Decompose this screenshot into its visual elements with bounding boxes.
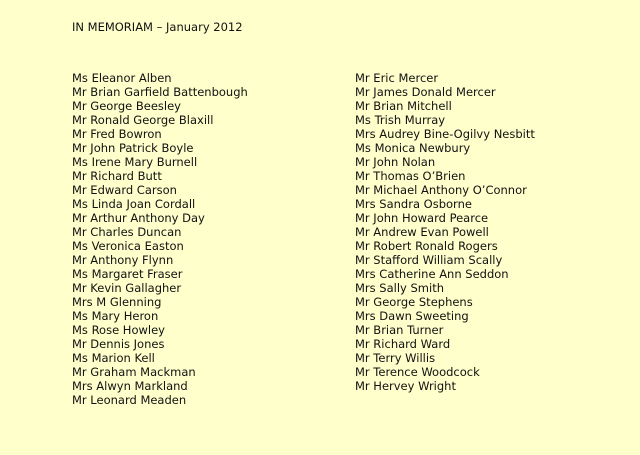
name-entry: Mr John Nolan	[355, 155, 436, 169]
name-entry: Mr Charles Duncan	[72, 225, 182, 239]
name-entry: Ms Margaret Fraser	[72, 267, 183, 281]
name-entry: Mr Kevin Gallagher	[72, 281, 182, 295]
name-entry: Mr John Howard Pearce	[355, 211, 489, 225]
name-entry: Ms Trish Murray	[355, 113, 446, 127]
name-entry: Mrs Sandra Osborne	[355, 197, 472, 211]
name-entry: Ms Mary Heron	[72, 309, 159, 323]
name-entry: Mr George Beesley	[72, 99, 181, 113]
name-entry: Mr Graham Mackman	[72, 365, 196, 379]
name-entry: Ms Rose Howley	[72, 323, 165, 337]
name-entry: Mr Richard Ward	[355, 337, 451, 351]
name-entry: Mrs Alwyn Markland	[72, 379, 188, 393]
page-title: IN MEMORIAM – January 2012	[72, 20, 243, 34]
name-entry: Mrs Audrey Bine-Ogilvy Nesbitt	[355, 127, 535, 141]
name-entry: Mr Anthony Flynn	[72, 253, 174, 267]
name-entry: Mr Brian Turner	[355, 323, 444, 337]
names-column-left	[72, 71, 248, 407]
name-entry: Ms Veronica Easton	[72, 239, 184, 253]
name-entry: Mr Fred Bowron	[72, 127, 162, 141]
name-entry: Mrs Catherine Ann Seddon	[355, 267, 509, 281]
name-entry: Mrs Dawn Sweeting	[355, 309, 469, 323]
name-entry: Mr Terry Willis	[355, 351, 436, 365]
name-entry: Mr Richard Butt	[72, 169, 162, 183]
name-entry: Mr Thomas O’Brien	[355, 169, 466, 183]
name-entry: Mr Edward Carson	[72, 183, 177, 197]
name-entry: Mr Michael Anthony O’Connor	[355, 183, 527, 197]
name-entry: Mrs M Glenning	[72, 295, 162, 309]
name-entry: Mr Brian Garfield Battenbough	[72, 85, 248, 99]
name-entry: Mr Hervey Wright	[355, 379, 456, 393]
name-entry: Mr Stafford William Scally	[355, 253, 503, 267]
name-entry: Mr Dennis Jones	[72, 337, 165, 351]
name-entry: Mr George Stephens	[355, 295, 473, 309]
name-entry: Ms Eleanor Alben	[72, 71, 172, 85]
name-entry: Mr Brian Mitchell	[355, 99, 452, 113]
name-entry: Mr Ronald George Blaxill	[72, 113, 214, 127]
name-entry: Mrs Sally Smith	[355, 281, 444, 295]
names-column-right	[355, 71, 535, 393]
name-entry: Mr James Donald Mercer	[355, 85, 496, 99]
name-entry: Mr Andrew Evan Powell	[355, 225, 489, 239]
name-entry: Mr Leonard Meaden	[72, 393, 187, 407]
name-entry: Ms Monica Newbury	[355, 141, 471, 155]
name-entry: Mr Arthur Anthony Day	[72, 211, 205, 225]
name-entry: Mr John Patrick Boyle	[72, 141, 194, 155]
name-entry: Ms Linda Joan Cordall	[72, 197, 196, 211]
name-entry: Ms Irene Mary Burnell	[72, 155, 198, 169]
name-entry: Ms Marion Kell	[72, 351, 155, 365]
name-entry: Mr Terence Woodcock	[355, 365, 480, 379]
name-entry: Mr Robert Ronald Rogers	[355, 239, 498, 253]
name-entry: Mr Eric Mercer	[355, 71, 439, 85]
